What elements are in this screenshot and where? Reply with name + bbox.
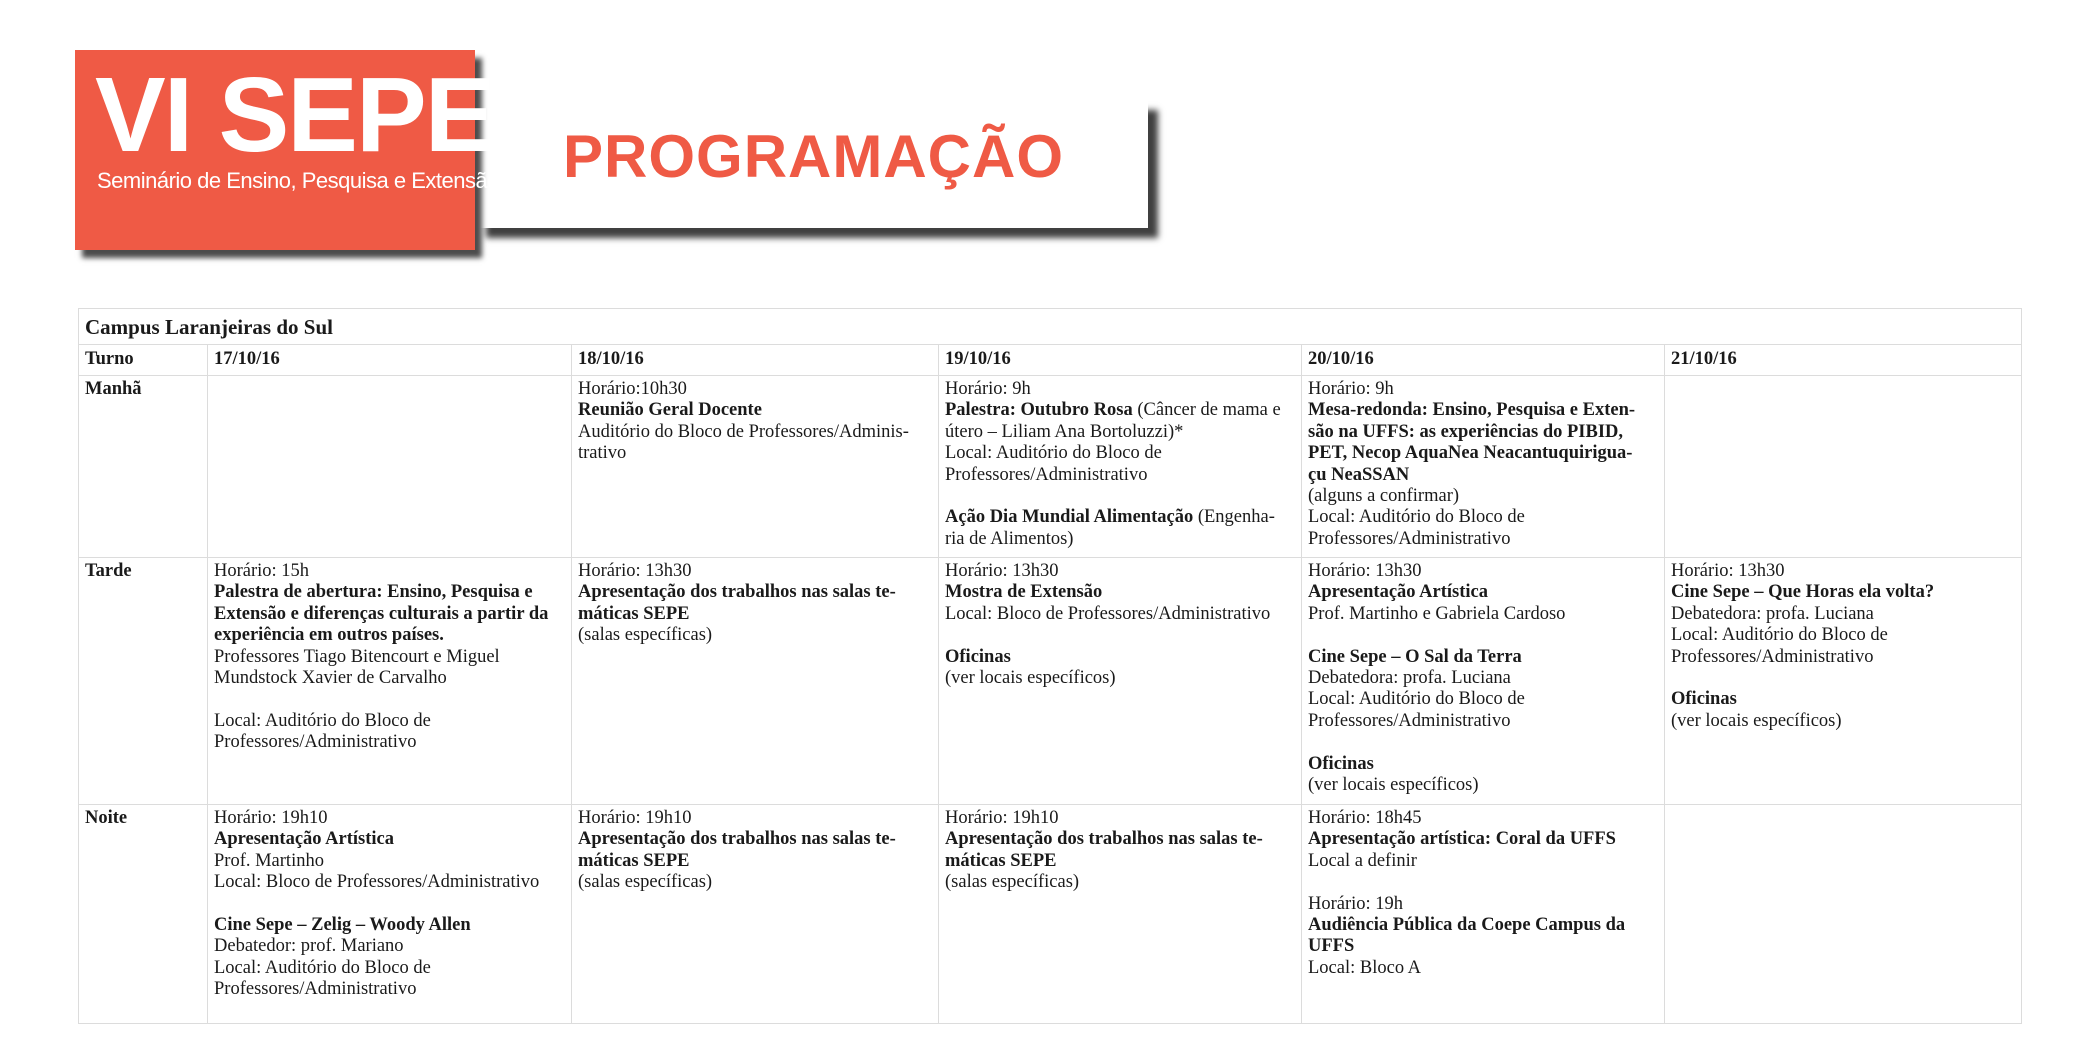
event-detail: ria de Alimentos) <box>945 528 1074 549</box>
event-location: Professores/Administrativo <box>214 979 417 1000</box>
event-title: Apresentação Artística <box>214 829 394 850</box>
event-title: Oficinas <box>1671 689 1737 710</box>
event-title: Cine Sepe – Zelig – Woody Allen <box>214 915 471 936</box>
header-row <box>79 345 2022 376</box>
cell-noite-19 <box>939 805 1302 1024</box>
event-title: Apresentação dos trabalhos nas salas te- <box>578 582 896 603</box>
table-row-tarde <box>79 558 2022 805</box>
table-row-noite <box>79 805 2022 1024</box>
event-time: Horário: 13h30 <box>578 561 692 581</box>
event-title: Audiência Pública da Coepe Campus da <box>1308 915 1626 936</box>
turno-label: Noite <box>79 805 208 1024</box>
cell-manha-20 <box>1302 376 1665 558</box>
event-time: Horário: 13h30 <box>1308 561 1422 581</box>
event-detail: (Câncer de mama e <box>1132 400 1281 421</box>
event-title: Apresentação Artística <box>1308 582 1488 603</box>
event-time: Horário:10h30 <box>578 379 687 399</box>
event-title: Palestra: Outubro Rosa <box>945 400 1133 421</box>
event-title: Extensão e diferenças culturais a partir da <box>214 603 549 624</box>
event-location: (ver locais específicos) <box>1308 775 1479 796</box>
cell-manha-19 <box>939 376 1302 558</box>
event-location: Professores/Administrativo <box>1671 646 1874 667</box>
event-title: máticas SEPE <box>945 850 1057 871</box>
date-header: 17/10/16 <box>208 345 572 376</box>
event-title-line <box>945 400 1295 421</box>
event-time: Horário: 19h10 <box>945 808 1059 828</box>
event-title: Mesa-redonda: Ensino, Pesquisa e Exten- <box>1308 400 1636 421</box>
event-title: Mostra de Extensão <box>945 582 1103 603</box>
event-title: máticas SEPE <box>578 850 690 871</box>
event-location: Professores/Administrativo <box>1308 710 1511 731</box>
event-time: Horário: 15h <box>214 561 310 581</box>
event-location: (salas específicas) <box>578 625 713 646</box>
event-location: (ver locais específicos) <box>1671 710 1842 731</box>
event-location: Professores/Administrativo <box>214 732 417 753</box>
event-location: Professores/Administrativo <box>1308 528 1511 549</box>
spacer <box>945 625 1295 646</box>
event-location: (salas específicas) <box>578 872 713 893</box>
cell-tarde-19 <box>939 558 1302 805</box>
event-detail: Debatedor: prof. Mariano <box>214 936 404 957</box>
event-time: Horário: 9h <box>945 379 1031 399</box>
event-detail: Debatedora: profa. Luciana <box>1671 603 1874 624</box>
event-time: Horário: 19h10 <box>214 808 328 828</box>
event-location: Local: Auditório do Bloco de <box>214 710 431 731</box>
event-location: Local: Auditório do Bloco de <box>214 957 431 978</box>
spacer <box>945 486 1295 507</box>
cell-manha-21 <box>1665 376 2022 558</box>
turno-label: Manhã <box>79 376 208 558</box>
event-location: trativo <box>578 443 627 464</box>
spacer <box>1308 732 1658 753</box>
event-detail: Mundstock Xavier de Carvalho <box>214 668 447 689</box>
event-time: Horário: 19h10 <box>578 808 692 828</box>
event-title: máticas SEPE <box>578 603 690 624</box>
turno-label: Tarde <box>79 558 208 805</box>
event-location: Local: Auditório do Bloco de <box>945 443 1162 464</box>
event-detail: Prof. Martinho e Gabriela Cardoso <box>1308 603 1566 624</box>
event-time: Horário: 13h30 <box>1671 561 1785 581</box>
cell-tarde-17 <box>208 558 572 805</box>
event-title: são na UFFS: as experiências do PIBID, <box>1308 421 1624 442</box>
event-title: Ação Dia Mundial Alimentação <box>945 507 1194 528</box>
event-location: Professores/Administrativo <box>945 464 1148 485</box>
event-location: Local: Bloco de Professores/Administrativo <box>214 872 540 893</box>
event-location: Local: Auditório do Bloco de <box>1308 507 1525 528</box>
event-title: UFFS <box>1308 936 1355 957</box>
event-location: Local a definir <box>1308 850 1417 871</box>
event-title: Reunião Geral Docente <box>578 400 762 421</box>
cell-tarde-20 <box>1302 558 1665 805</box>
event-title: Oficinas <box>945 646 1011 667</box>
cell-tarde-21 <box>1665 558 2022 805</box>
event-title: Apresentação artística: Coral da UFFS <box>1308 829 1616 850</box>
event-title: Cine Sepe – O Sal da Terra <box>1308 646 1522 667</box>
date-header: 18/10/16 <box>572 345 939 376</box>
event-time: Horário: 19h <box>1308 893 1404 914</box>
event-location: Auditório do Bloco de Professores/Adminis- <box>578 421 909 442</box>
event-location: Local: Bloco de Professores/Administrativo <box>945 603 1271 624</box>
event-title: çu NeaSSAN <box>1308 464 1410 485</box>
event-detail: Professores Tiago Bitencourt e Miguel <box>214 646 500 667</box>
event-detail: (alguns a confirmar) <box>1308 486 1460 507</box>
event-title: Cine Sepe – Que Horas ela volta? <box>1671 582 1935 603</box>
table-row-manha <box>79 376 2022 558</box>
schedule-table <box>78 308 2022 1024</box>
campus-title: Campus Laranjeiras do Sul <box>79 309 2022 345</box>
event-location: Local: Bloco A <box>1308 957 1422 978</box>
cell-manha-18 <box>572 376 939 558</box>
spacer <box>214 894 565 915</box>
event-title: Palestra de abertura: Ensino, Pesquisa e <box>214 582 533 603</box>
event-location: Local: Auditório do Bloco de <box>1308 689 1525 710</box>
campus-row <box>79 309 2022 345</box>
event-location: (ver locais específicos) <box>945 668 1116 689</box>
cell-noite-21 <box>1665 805 2022 1024</box>
date-header: 21/10/16 <box>1665 345 2022 376</box>
date-header: 19/10/16 <box>939 345 1302 376</box>
event-time: Horário: 13h30 <box>945 561 1059 581</box>
event-detail: Prof. Martinho <box>214 850 324 871</box>
event-title: Apresentação dos trabalhos nas salas te- <box>578 829 896 850</box>
spacer <box>1671 668 2015 689</box>
sepe-logo <box>75 50 499 250</box>
cell-manha-17 <box>208 376 572 558</box>
event-title: Apresentação dos trabalhos nas salas te- <box>945 829 1263 850</box>
event-title: experiência em outros países. <box>214 625 444 646</box>
event-detail: (Engenha- <box>1193 507 1275 528</box>
event-detail: Debatedora: profa. Luciana <box>1308 668 1511 689</box>
event-detail: útero – Liliam Ana Bortoluzzi)* <box>945 421 1184 442</box>
event-location: Local: Auditório do Bloco de <box>1671 625 1888 646</box>
logo-title: VI SEPE <box>95 56 494 174</box>
cell-noite-20 <box>1302 805 1665 1024</box>
event-title: PET, Necop AquaNea Neacantuquirigua- <box>1308 443 1633 464</box>
event-time: Horário: 18h45 <box>1308 808 1422 828</box>
cell-noite-17 <box>208 805 572 1024</box>
event-title-line <box>945 507 1295 528</box>
logo-subtitle: Seminário de Ensino, Pesquisa e Extensão <box>97 168 499 193</box>
turno-header: Turno <box>79 345 208 376</box>
event-location: (salas específicas) <box>945 872 1080 893</box>
spacer <box>214 689 565 710</box>
spacer <box>1308 872 1658 893</box>
cell-noite-18 <box>572 805 939 1024</box>
cell-tarde-18 <box>572 558 939 805</box>
event-title: Oficinas <box>1308 753 1374 774</box>
page-title: PROGRAMAÇÃO <box>563 123 1064 190</box>
date-header: 20/10/16 <box>1302 345 1665 376</box>
spacer <box>1308 625 1658 646</box>
event-time: Horário: 9h <box>1308 379 1394 399</box>
